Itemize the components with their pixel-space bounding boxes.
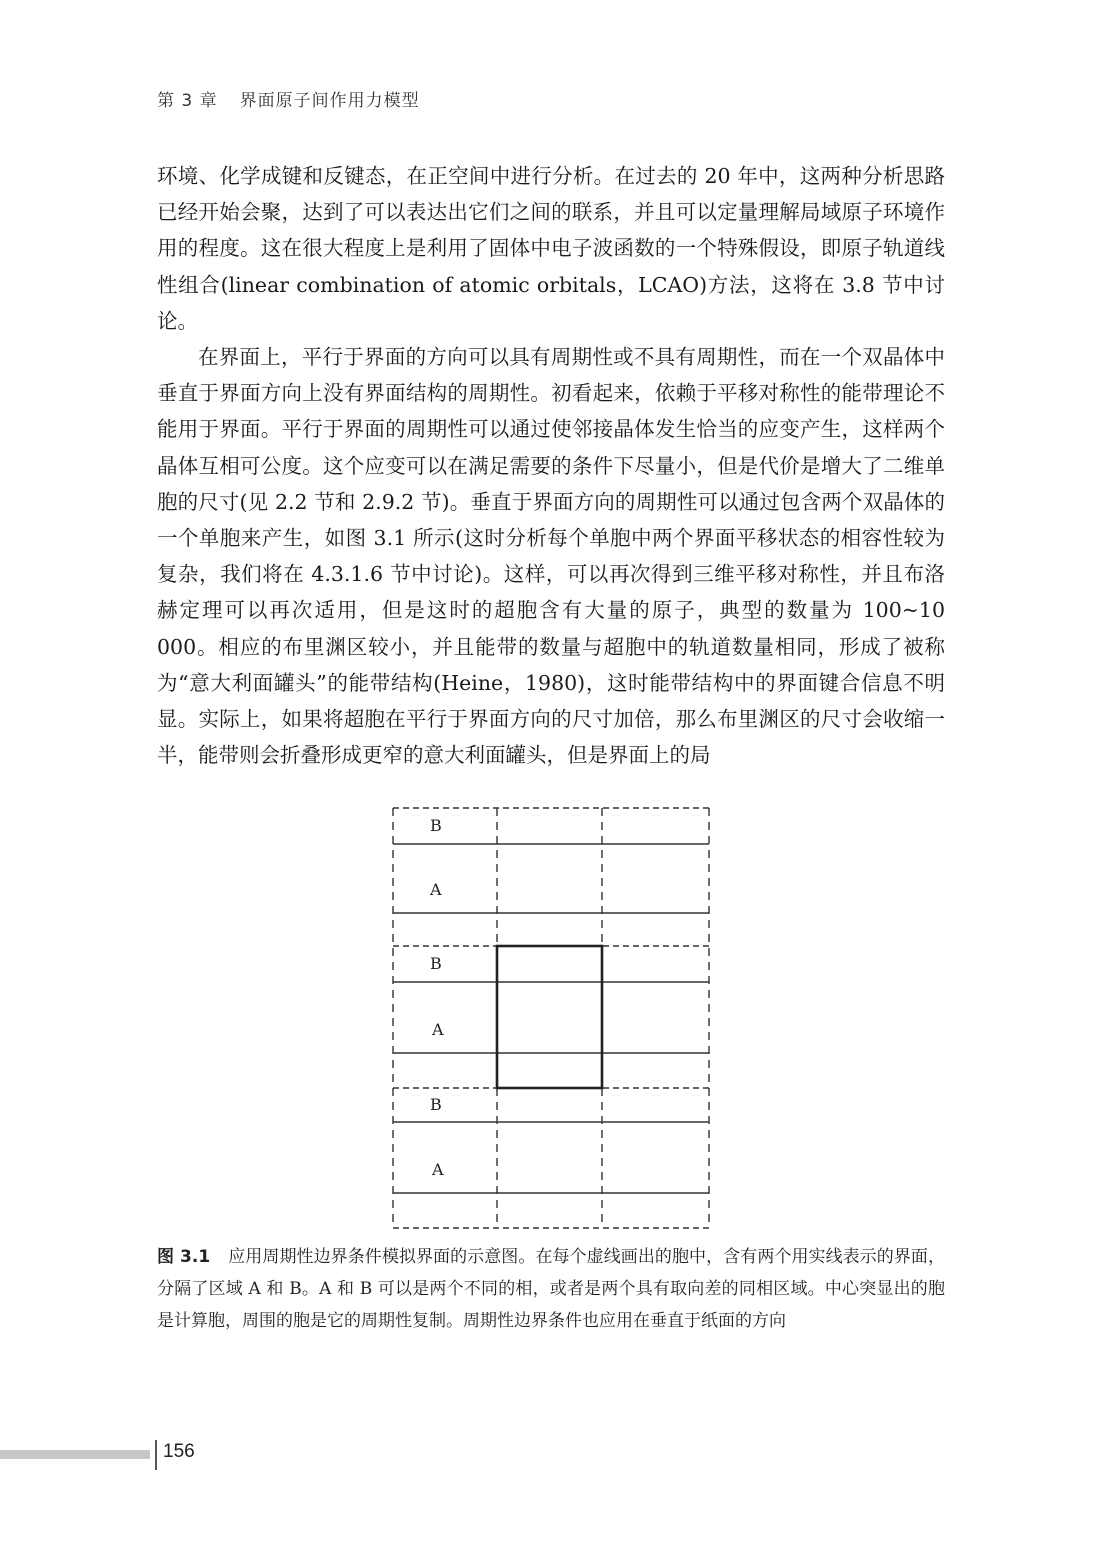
page-number: 156 (163, 1441, 195, 1462)
caption-text: 应用周期性边界条件模拟界面的示意图。在每个虚线画出的胞中，含有两个用实线表示的界面，分隔了区域 A 和 B。A 和 B 可以是两个不同的相，或者是两个具有取向差的同相区域。中心突显出的胞是计算胞，周围的胞是它的周期性复制。周期性边界条件也应用在垂直于纸面的方向 (157, 1247, 945, 1331)
running-head (157, 86, 420, 111)
region-label-a: A (432, 1020, 444, 1039)
footer-bar (0, 1450, 150, 1459)
region-label-a: A (430, 880, 442, 899)
paragraph-2: 在界面上，平行于界面的方向可以具有周期性或不具有周期性，而在一个双晶体中垂直于界面方向上没有界面结构的周期性。初看起来，依赖于平移对称性的能带理论不能用于界面。平行于界面的周期性可以通过使邻接晶体发生恰当的应变产生，这样两个晶体互相可公度。这个应变可以在满足需要的条件下尽量小，但是代价是增大了二维单胞的尺寸(见 2.2 节和 2.9.2 节)。垂直于界面方向的周期性可以通过包含两个双晶体的一个单胞来产生，如图 3.1 所示(这时分析每个单胞中两个界面平移状态的相容性较为复杂，我们将在 4.3.1.6 节中讨论)。这样，可以再次得到三维平移对称性，并且布洛赫定理可以再次适用，但是这时的超胞含有大量的原子，典型的数量为 100~10 000。相应的布里渊区较小，并且能带的数量与超胞中的轨道数量相同，形成了被称为“意大利面罐头”的能带结构(Heine，1980)，这时能带结构中的界面键合信息不明显。实际上，如果将超胞在平行于界面方向的尺寸加倍，那么布里渊区的尺寸会收缩一半，能带则会折叠形成更窄的意大利面罐头，但是界面上的局 (157, 345, 945, 768)
figure-3-1 (390, 806, 712, 1231)
chapter-number: 第 3 章 (157, 91, 218, 111)
body-text (157, 158, 945, 773)
region-label-b: B (430, 816, 442, 835)
chapter-title: 界面原子间作用力模型 (239, 91, 420, 111)
region-label-b: B (430, 954, 442, 973)
computational-cell (497, 946, 602, 1088)
figure-caption (157, 1241, 945, 1337)
paragraph-1: 环境、化学成键和反键态，在正空间中进行分析。在过去的 20 年中，这两种分析思路已经开始会聚，达到了可以表达出它们之间的联系，并且可以定量理解局域原子环境作用的程度。这在很大程度上是利用了固体中电子波函数的一个特殊假设，即原子轨道线性组合(linear combination of atomic orbitals，LCAO)方法，这将在 3.8 节中讨论。 (157, 164, 945, 333)
region-label-b: B (430, 1095, 442, 1114)
footer-divider (155, 1440, 157, 1470)
region-label-a: A (432, 1160, 444, 1179)
figure-number: 图 3.1 (157, 1247, 211, 1267)
